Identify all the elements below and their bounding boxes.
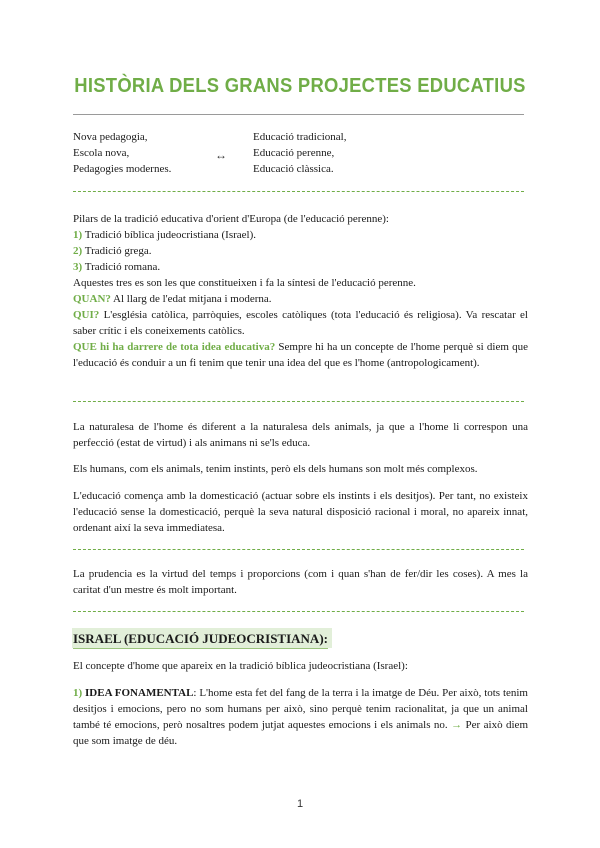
pillars-intro: Pilars de la tradició educativa d'orient d'Europa (de l'educació perenne):	[73, 213, 389, 225]
section-intro: El concepte d'home que apareix en la tradició bíblica judeocristiana (Israel):	[73, 660, 408, 672]
double-arrow-icon: ↔	[215, 148, 227, 162]
comparison-right	[253, 129, 346, 177]
list-text: Tradició grega.	[84, 245, 152, 257]
idea-tail: Per això diem que som imatge de déu.	[73, 719, 528, 747]
question-paragraph	[73, 339, 528, 371]
section-divider	[73, 191, 524, 192]
list-item	[73, 259, 528, 275]
quan-paragraph	[73, 291, 528, 307]
comparison-left	[73, 129, 171, 177]
quan-label: QUAN?	[73, 293, 111, 305]
qui-label: QUI?	[73, 309, 100, 321]
comparison-right-item: Educació tradicional,	[253, 131, 347, 143]
idea-label: IDEA FONAMENTAL	[85, 687, 194, 699]
question-label: QUE hi ha darrere de tota idea educativa?	[73, 341, 276, 353]
idea-number: 1)	[73, 687, 83, 699]
section-divider	[73, 611, 524, 612]
idea-text: : L'home esta fet del fang de la terra i la imatge de Déu. Per això, tots tenim desitjos i emocions, pero no som humans per això, sino perquè tenim racionalitat, ja que un animal també té emocions, però nosaltres podem jutjat aquestes emocions i els animals no.	[73, 687, 528, 731]
nature-paragraph-2: Els humans, com els animals, tenim instints, però els dels humans son molt més complexos.	[73, 463, 478, 475]
list-number: 3)	[73, 261, 83, 273]
section-heading: ISRAEL (EDUCACIÓ JUDEOCRISTIANA):	[73, 631, 328, 649]
section-divider	[73, 549, 524, 550]
nature-paragraph-3: L'educació comença amb la domesticació (actuar sobre els instints i els desitjos). Per tant, no existeix l'educació sense la domesticació, perquè la seva natural disposició racional i moral, no apareix innat, ordenant així la seva immediatesa.	[73, 490, 528, 534]
quan-text: Al llarg de l'edat mitjana i moderna.	[110, 293, 272, 305]
comparison-left-item: Pedagogies modernes.	[73, 163, 172, 175]
comparison-left-item: Nova pedagogia,	[73, 131, 148, 143]
list-item	[73, 227, 528, 243]
list-number: 2)	[73, 245, 83, 257]
prudence-paragraph: La prudencia es la virtud del temps i proporcions (com i quan s'han de fer/dir les coses). A mes la caritat d'un mestre és molt important.	[73, 568, 528, 596]
title-underline	[73, 114, 524, 115]
comparison-left-item: Escola nova,	[73, 147, 130, 159]
pillars-block	[73, 211, 528, 371]
nature-paragraph-1: La naturalesa de l'home és diferent a la naturalesa dels animals, ja que a l'home li correspon una perfecció (estat de virtud) i als animans ni se'ls educa.	[73, 421, 528, 449]
comparison-right-item: Educació perenne,	[253, 147, 335, 159]
comparison-right-item: Educació clàssica.	[253, 163, 334, 175]
section-divider	[73, 401, 524, 402]
list-number: 1)	[73, 229, 83, 241]
qui-paragraph	[73, 307, 528, 339]
synthesis-text: Aquestes tres es son les que constitueixen i fa la síntesi de l'educació perenne.	[73, 277, 416, 289]
idea-paragraph	[73, 685, 528, 749]
question-text: Sempre hi ha un concepte de l'home perquè si diem que l'educació és conduir a un fi tenim que tenir una idea del que es l'home (antropologicament).	[73, 341, 528, 369]
page-number: 1	[296, 798, 304, 810]
right-arrow-icon: →	[451, 719, 463, 731]
list-text: Tradició romana.	[84, 261, 161, 273]
qui-text: L'església catòlica, parròquies, escoles catòliques (tota l'educació és religiosa). Va rescatar el saber crític i els coneixements catòlics.	[73, 309, 528, 337]
page-title: HISTÒRIA DELS GRANS PROJECTES EDUCATIUS	[74, 75, 526, 97]
list-item	[73, 243, 528, 259]
list-text: Tradició bíblica judeocristiana (Israel).	[84, 229, 256, 241]
